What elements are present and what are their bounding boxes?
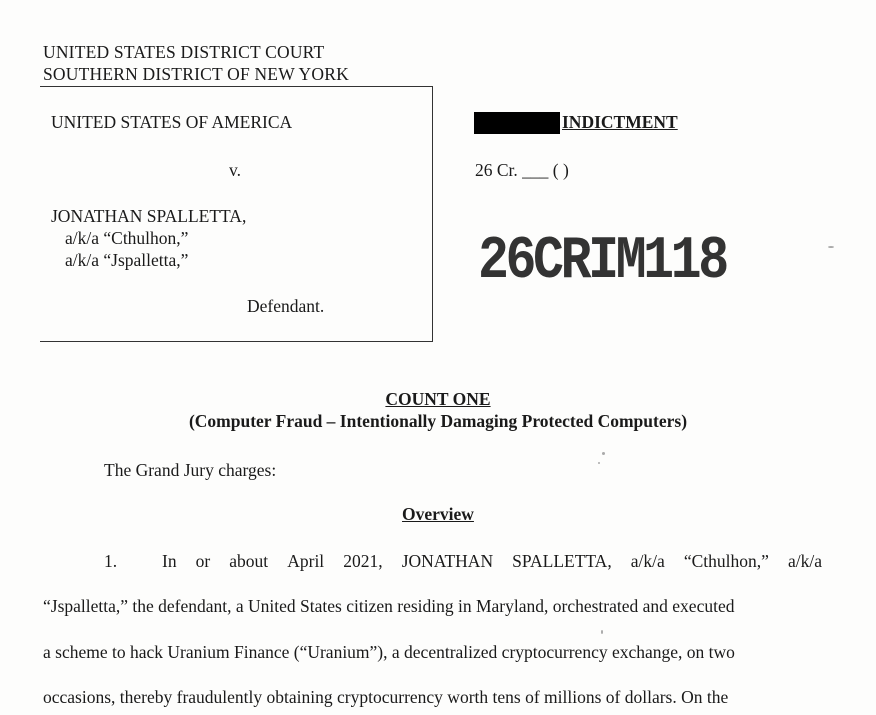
scan-speck bbox=[601, 630, 603, 634]
count-heading: COUNT ONE bbox=[385, 389, 491, 409]
paragraph-line-1 bbox=[162, 551, 822, 572]
scan-speck bbox=[602, 452, 605, 455]
court-line-1: UNITED STATES DISTRICT COURT bbox=[43, 42, 325, 62]
overview-heading: Overview bbox=[402, 504, 474, 524]
caption-defendant-label: Defendant. bbox=[247, 296, 325, 316]
word: JONATHAN bbox=[401, 551, 494, 571]
caption-versus: v. bbox=[229, 160, 241, 180]
word: a/k/a bbox=[630, 551, 665, 571]
word: or bbox=[195, 551, 211, 571]
count-subheading: (Computer Fraud – Intentionally Damaging Protected Computers) bbox=[188, 411, 688, 431]
caption-defendant-name: JONATHAN SPALLETTA, bbox=[51, 206, 247, 226]
redaction-block bbox=[474, 112, 560, 134]
paragraph-number: 1. bbox=[104, 551, 118, 571]
case-stamp: 26CRIM118 bbox=[478, 228, 726, 296]
caption-top-rule bbox=[40, 86, 432, 87]
paragraph-line-4: occasions, thereby fraudulently obtaining cryptocurrency worth tens of millions of dollars. On the bbox=[43, 687, 729, 707]
caption-alias-2: a/k/a “Jspalletta,” bbox=[65, 250, 189, 270]
caption-plaintiff: UNITED STATES OF AMERICA bbox=[51, 112, 293, 132]
word: April bbox=[287, 551, 325, 571]
grand-jury-charges: The Grand Jury charges: bbox=[104, 460, 277, 480]
word: “Cthulhon,” bbox=[683, 551, 769, 571]
paragraph-line-3: a scheme to hack Uranium Finance (“Uranium”), a decentralized cryptocurrency exchange, on two bbox=[43, 642, 735, 662]
word: SPALLETTA, bbox=[512, 551, 612, 571]
word: about bbox=[229, 551, 269, 571]
court-line-2: SOUTHERN DISTRICT OF NEW YORK bbox=[43, 64, 349, 84]
caption-alias-1: a/k/a “Cthulhon,” bbox=[65, 228, 189, 248]
indictment-title: INDICTMENT bbox=[562, 112, 678, 132]
word: 2021, bbox=[343, 551, 383, 571]
scan-speck bbox=[828, 246, 834, 248]
word: a/k/a bbox=[787, 551, 822, 571]
paragraph-line-2: “Jspalletta,” the defendant, a United States citizen residing in Maryland, orchestrated and executed bbox=[43, 596, 735, 616]
scan-speck bbox=[598, 462, 600, 464]
case-number: 26 Cr. ___ ( ) bbox=[475, 160, 569, 180]
word: In bbox=[162, 551, 177, 571]
